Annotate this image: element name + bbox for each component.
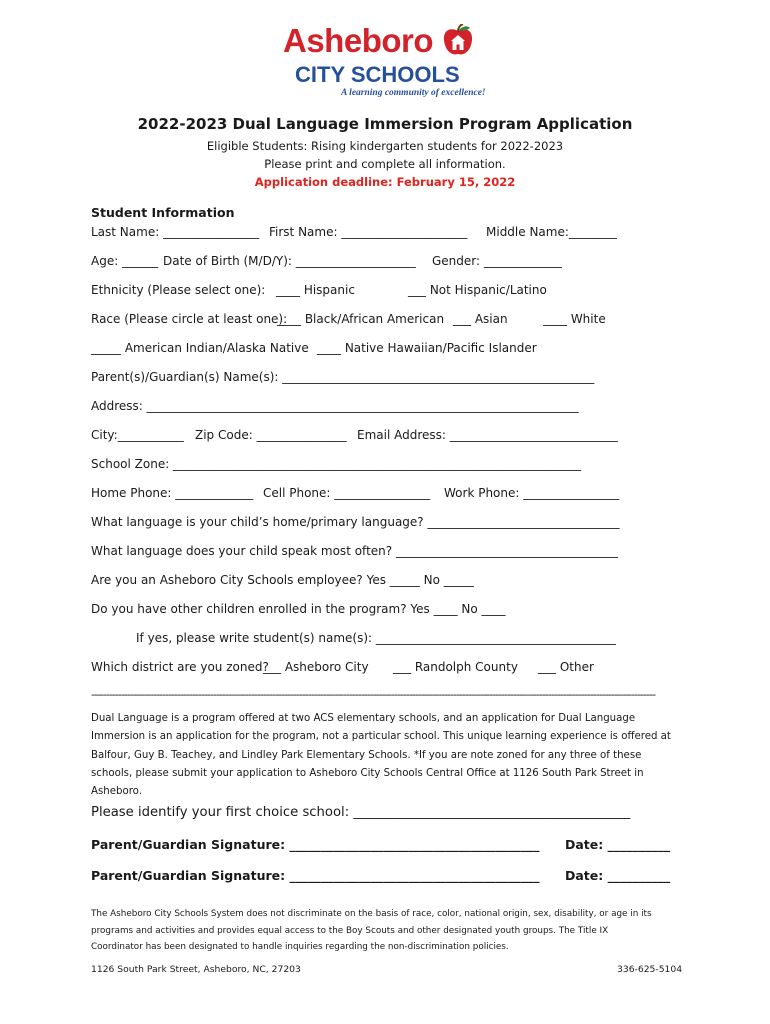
ethnicity-hispanic-option[interactable]: ____ Hispanic (276, 283, 355, 297)
district-label: Which district are you zoned? (91, 660, 269, 674)
sibling-names-field[interactable]: If yes, please write student(s) name(s): ________________________________________ (136, 631, 616, 645)
spoken-language-field[interactable]: What language does your child speak most often? _____________________________________ (91, 544, 618, 558)
program-description (91, 710, 691, 801)
instructions-text: Please print and complete all information. (264, 157, 506, 171)
signature-date-field-2[interactable]: Date: __________ (565, 868, 671, 883)
home-language-field[interactable]: What language is your child’s home/primary language? ________________________________ (91, 515, 620, 529)
race-black-option[interactable]: ____ Black/African American (277, 312, 445, 326)
apple-schoolhouse-icon (441, 24, 475, 58)
ethnicity-label: Ethnicity (Please select one): (91, 283, 266, 297)
guardian-signature-field-2[interactable]: Parent/Guardian Signature: ________________________________________ (91, 868, 540, 883)
home-phone-field[interactable]: Home Phone: _____________ (91, 486, 254, 500)
description-line: Dual Language is a program offered at two ACS elementary schools, and an application for Dual Language (91, 713, 636, 724)
school-zone-field[interactable]: School Zone: ____________________________________________________________________ (91, 457, 582, 471)
ethnicity-not-hispanic-option[interactable]: ___ Not Hispanic/Latino (408, 283, 547, 297)
gender-field[interactable]: Gender: _____________ (432, 254, 562, 268)
guardian-signature-field-1[interactable]: Parent/Guardian Signature: ________________________________________ (91, 837, 540, 852)
description-line: schools, please submit your application to Asheboro City Schools Central Office at 1126 South Park Street in (91, 767, 644, 779)
district-other-option[interactable]: ___ Other (538, 660, 594, 674)
logo-word-city-schools: CITY SCHOOLS (295, 62, 460, 87)
district-randolph-option[interactable]: ___ Randolph County (393, 660, 518, 674)
race-hawaiian-option[interactable]: ____ Native Hawaiian/Pacific Islander (317, 341, 537, 355)
race-label: Race (Please circle at least one): (91, 312, 288, 326)
guardian-names-field[interactable]: Parent(s)/Guardian(s) Name(s): ____________________________________________________ (91, 370, 595, 384)
work-phone-field[interactable]: Work Phone: ________________ (444, 486, 620, 500)
race-american-indian-option[interactable]: _____ American Indian/Alaska Native (91, 341, 309, 355)
city-field[interactable]: City:___________ (91, 428, 184, 442)
eligible-students-text: Eligible Students: Rising kindergarten students for 2022-2023 (206, 139, 564, 153)
first-choice-school-field[interactable]: Please identify your first choice school: __________________________________________ (91, 805, 631, 820)
first-name-field[interactable]: First Name: _____________________ (269, 225, 468, 239)
application-deadline: Application deadline: February 15, 2022 (254, 175, 516, 189)
notice-line: Coordinator has been designated to handle inquiries regarding the non-discrimination policies. (91, 942, 509, 952)
student-information-heading: Student Information (91, 205, 235, 220)
logo-word-asheboro: Asheboro (283, 22, 434, 59)
age-field[interactable]: Age: ______ (91, 254, 159, 268)
footer-phone: 336-625-5104 (617, 964, 683, 975)
footer-address: 1126 South Park Street, Asheboro, NC, 27203 (91, 964, 301, 975)
signature-date-field-1[interactable]: Date: __________ (565, 837, 671, 852)
form-title: 2022-2023 Dual Language Immersion Program Application (137, 115, 633, 133)
notice-line: The Asheboro City Schools System does not discriminate on the basis of race, color, national origin, sex, disability, or age in its (91, 909, 652, 919)
race-white-option[interactable]: ____ White (543, 312, 606, 326)
race-asian-option[interactable]: ___ Asian (453, 312, 508, 326)
description-line: Balfour, Guy B. Teachey, and Lindley Park Elementary Schools. *If you are note zoned for any three of these (91, 749, 642, 761)
notice-line: programs and activities and provides equal access to the Boy Scouts and other designated youth groups. The Title IX (91, 925, 609, 936)
dashed-separator: ---------------------------------------------------------------------------------------------------------------------------------------------------------------------------------------------- (91, 688, 656, 698)
logo-tagline: A learning community of excellence! (341, 88, 486, 98)
date-of-birth-field[interactable]: Date of Birth (M/D/Y): ____________________ (163, 254, 416, 268)
description-line: Asheboro. (91, 786, 142, 798)
last-name-field[interactable]: Last Name: ________________ (91, 225, 260, 239)
middle-name-field[interactable]: Middle Name:________ (486, 225, 617, 239)
employee-question[interactable]: Are you an Asheboro City Schools employee? Yes _____ No _____ (91, 573, 474, 587)
zip-code-field[interactable]: Zip Code: _______________ (195, 428, 347, 442)
cell-phone-field[interactable]: Cell Phone: ________________ (263, 486, 431, 500)
address-field[interactable]: Address: ________________________________________________________________________ (91, 399, 579, 413)
asheboro-city-schools-logo (283, 22, 486, 104)
non-discrimination-notice (91, 906, 691, 956)
other-children-question[interactable]: Do you have other children enrolled in the program? Yes ____ No ____ (91, 602, 506, 616)
district-asheboro-option[interactable]: ___ Asheboro City (263, 660, 369, 674)
email-address-field[interactable]: Email Address: ____________________________ (357, 428, 618, 442)
description-line: Immersion is an application for the program, not a particular school. This unique learning experience is offered at (91, 731, 671, 743)
